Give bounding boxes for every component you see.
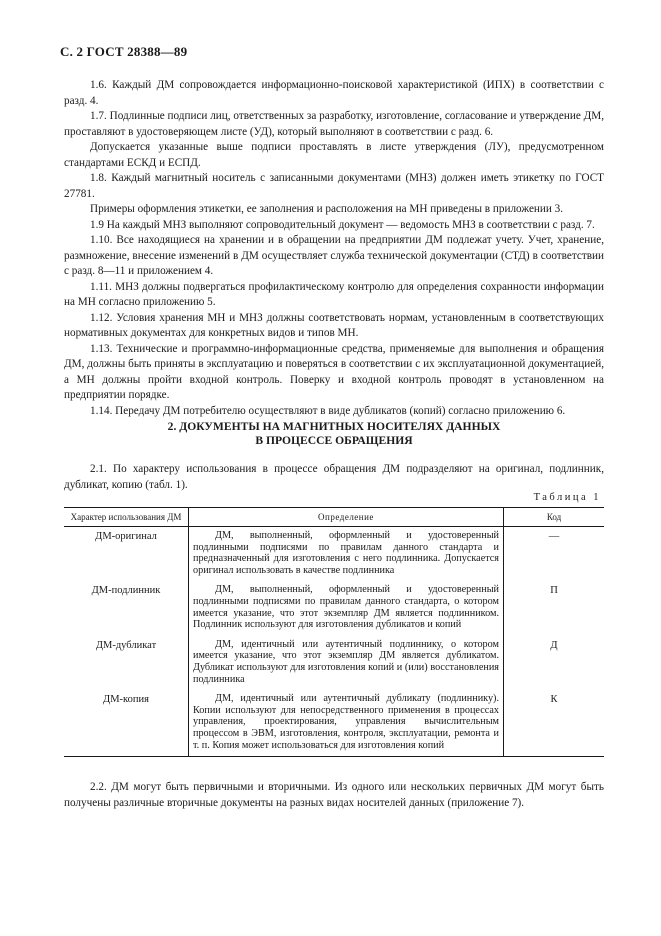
paragraph-1-6: 1.6. Каждый ДМ сопровождается информационно-поисковой характеристикой (ИПХ) в соответствии с разд. 4. [64, 79, 604, 107]
paragraph-1-8-note: Примеры оформления этикетки, ее заполнения и расположения на МН приведены в приложении 3. [90, 203, 564, 215]
table-header-row [64, 508, 604, 527]
paragraph-2-1: 2.1. По характеру использования в процессе обращения ДМ подразделяют на оригинал, подлинник, дубликат, копию (табл. 1). [64, 463, 604, 491]
table-row [64, 527, 604, 582]
row-definition: ДМ, идентичный или аутентичный подлиннику, о котором имеется указание, что этот экземпляр ДМ является дубликатом. Дубликат используют для изготовления копий и (или) восстановления подлинника [189, 636, 504, 690]
paragraph-1-12: 1.12. Условия хранения МН и МНЗ должны соответствовать нормам, установленным в соответствующих нормативных документах для конкретных видов и типов МН. [64, 311, 604, 339]
paragraph-1-7: 1.7. Подлинные подписи лиц, ответственных за разработку, изготовление, согласование и утверждение ДМ, проставляют в удостоверяющем листе (УД), который выполняют в соответствии с разд. 6. [64, 110, 604, 138]
row-name: ДМ-дубликат [95, 639, 157, 651]
paragraph-1-11: 1.11. МНЗ должны подвергаться профилактическому контролю для определения сохранности информации на МН согласно приложению 5. [64, 280, 604, 308]
paragraph-2-2: 2.2. ДМ могут быть первичными и вторичными. Из одного или нескольких первичных ДМ могут быть получены различные вторичные документы на разных видах носителей данных (приложение 7). [64, 781, 604, 809]
row-definition: ДМ, выполненный, оформленный и удостоверенный подлинными подписями по правилам данного стандарта, о котором имеется указание, что этот экземпляр ДМ является подлинником. Подлинник используют для изготовления дубликатов и копий [189, 581, 504, 635]
paragraph-1-14: 1.14. Передачу ДМ потребителю осуществляют в виде дубликатов (копий) согласно приложению 6. [90, 404, 566, 417]
row-definition: ДМ, выполненный, оформленный и удостоверенный подлинными подписями по правилам данного стандарта и предназначенный для изготовления с него подлинника. Допускается оригинал использовать в качестве подлинника [189, 527, 504, 582]
header-code: Код [504, 508, 605, 527]
row-name: ДМ-подлинник [91, 585, 161, 597]
section-title [64, 420, 604, 448]
header-definition: Определение [189, 508, 504, 527]
section-title-line-1: 2. ДОКУМЕНТЫ НА МАГНИТНЫХ НОСИТЕЛЯХ ДАННЫХ [167, 420, 501, 433]
paragraph-1-9: 1.9 На каждый МНЗ выполняют сопроводительный документ — ведомость МНЗ в соответствии с разд. 7. [90, 218, 595, 231]
usage-table [64, 507, 604, 757]
header-usage: Характер использования ДМ [64, 508, 189, 527]
outro-text [64, 780, 604, 811]
row-definition: ДМ, идентичный или аутентичный дубликату (подлиннику). Копии используют для непосредственного применения в процессах управления, проектирования, управления вычислительным процессом в ЭВМ, изготовления, контроля, эксплуатации, ремонта и т. п. Копия может использоваться для изготовления копий [189, 690, 504, 756]
row-code: Д [550, 639, 558, 651]
row-name: ДМ-копия [64, 690, 189, 756]
paragraph-1-8: 1.8. Каждый магнитный носитель с записанными документами (МНЗ) должен иметь этикетку по ГОСТ 27781. [64, 172, 604, 200]
table-row [64, 690, 604, 756]
page-header: С. 2 ГОСТ 28388—89 [60, 44, 188, 59]
paragraph-1-10: 1.10. Все находящиеся на хранении и в обращении на предприятии ДМ подлежат учету. Учет, хранение, размножение, внесение изменений в ДМ осуществляет служба технической документации (СТД) в соответствии с разд. 8—11 и приложением 4. [64, 234, 604, 277]
paragraph-1-13: 1.13. Технические и программно-информационные средства, применяемые для выполнения и обращения ДМ, должны быть приняты в эксплуатацию и поверяться в соответствии с их эксплуатационной документацией, а МН должны пройти входной контроль. Поверку и входной контроль проводят в установленном на предприятии порядке. [64, 342, 604, 401]
table-row [64, 636, 604, 690]
table-row [64, 581, 604, 635]
row-code: — [548, 531, 560, 542]
row-name: ДМ-оригинал [95, 531, 157, 542]
intro-text [64, 462, 604, 493]
body-text [64, 78, 604, 419]
row-code: П [550, 585, 558, 597]
paragraph-1-7-note: Допускается указанные выше подписи проставлять в листе утверждения (ЛУ), предусмотренном стандартами ЕСКД и ЕСПД. [64, 141, 604, 169]
row-code: К [504, 690, 605, 756]
section-title-line-2: В ПРОЦЕССЕ ОБРАЩЕНИЯ [255, 434, 413, 447]
table-caption: Таблица 1 [533, 492, 601, 503]
